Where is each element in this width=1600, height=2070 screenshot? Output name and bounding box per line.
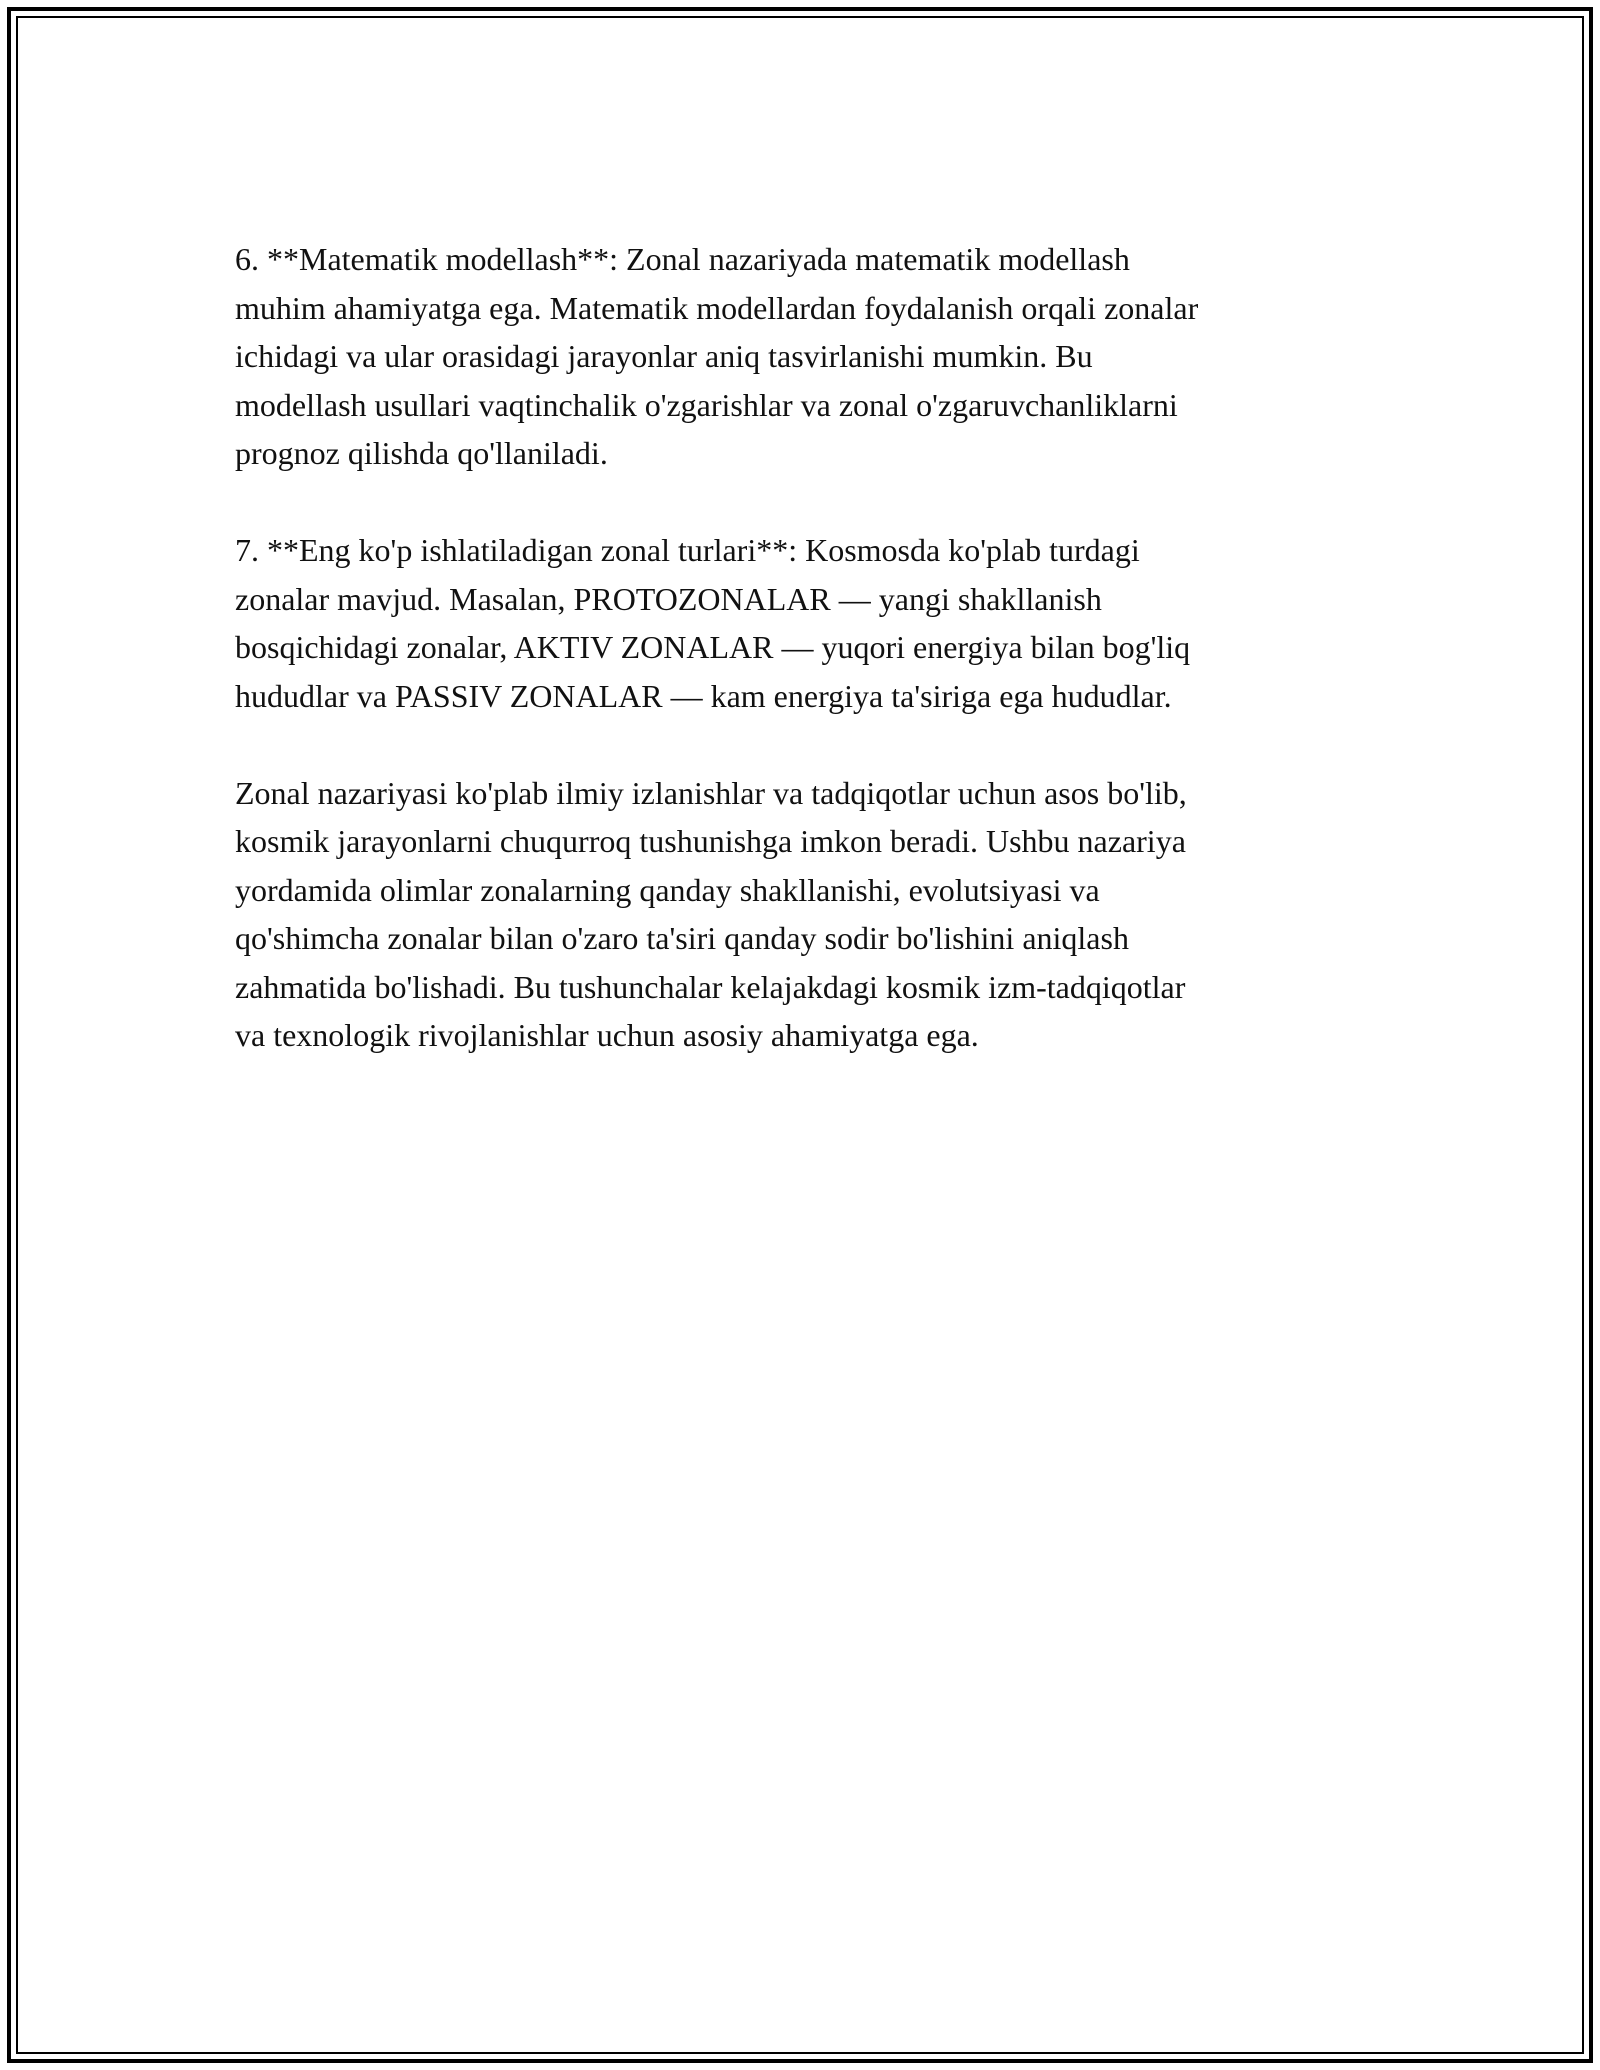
text-line: yordamida olimlar zonalarning qanday shakllanishi, evolutsiyasi va — [235, 871, 1100, 908]
paragraph-matematik-modellash — [235, 235, 1355, 478]
text-line: bosqichidagi zonalar, AKTIV ZONALAR — yuqori energiya bilan bog'liq — [235, 629, 1191, 665]
text-line: Zonal nazariyasi ko'plab ilmiy izlanishlar va tadqiqotlar uchun asos bo'lib, — [235, 774, 1187, 811]
document-body — [235, 235, 1355, 1108]
text-line: 6. **Matematik modellash**: Zonal nazariyada matematik modellash — [235, 241, 1130, 277]
text-line: 7. **Eng ko'p ishlatiladigan zonal turlari**: Kosmosda ko'plab turdagi — [235, 532, 1140, 568]
text-line: zonalar mavjud. Masalan, PROTOZONALAR — yangi shakllanish — [235, 580, 1102, 617]
text-line: zahmatida bo'lishadi. Bu tushunchalar kelajakdagi kosmik izm-tadqiqotlar — [235, 968, 1186, 1005]
text-line: ichidagi va ular orasidagi jarayonlar aniq tasvirlanishi mumkin. Bu — [235, 338, 1093, 374]
text-line: muhim ahamiyatga ega. Matematik modellardan foydalanish orqali zonalar — [235, 289, 1199, 326]
paragraph-zonal-turlari — [235, 526, 1355, 720]
paragraph-conclusion — [235, 769, 1355, 1060]
text-line: va texnologik rivojlanishlar uchun asosiy ahamiyatga ega. — [235, 1017, 979, 1053]
text-line: modellash usullari vaqtinchalik o'zgarishlar va zonal o'zgaruvchanliklarni — [235, 386, 1178, 423]
text-line: qo'shimcha zonalar bilan o'zaro ta'siri qanday sodir bo'lishini aniqlash — [235, 920, 1129, 956]
text-line: hududlar va PASSIV ZONALAR — kam energiya ta'siriga ega hududlar. — [235, 677, 1172, 714]
text-line: prognoz qilishda qo'llaniladi. — [235, 435, 608, 471]
text-line: kosmik jarayonlarni chuqurroq tushunishga imkon beradi. Ushbu nazariya — [235, 823, 1186, 859]
